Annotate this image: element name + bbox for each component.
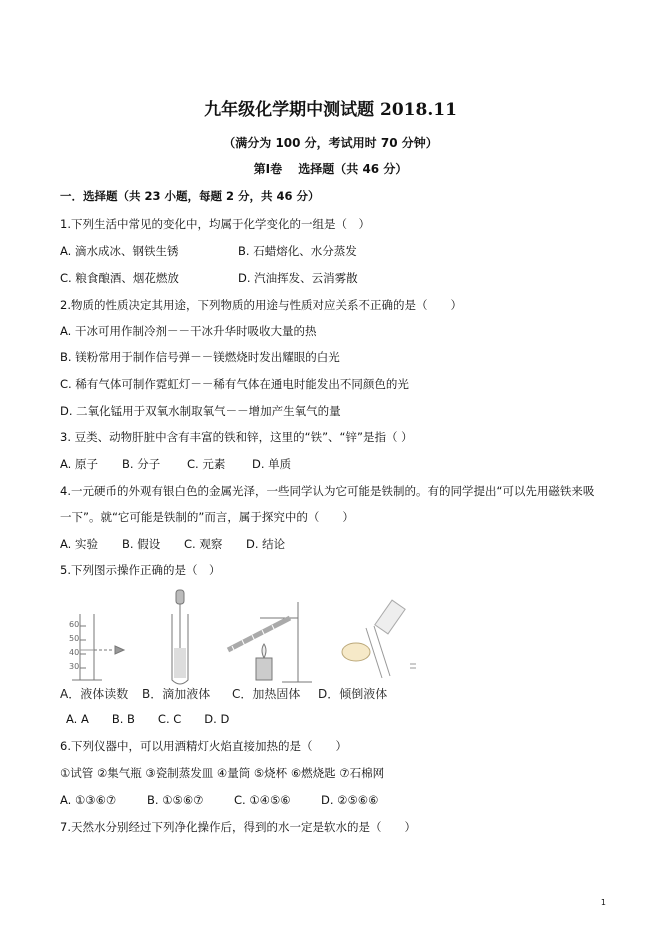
question-4-option-c: C. 观察 xyxy=(184,537,223,551)
figure-caption-b: B．滴加液体 xyxy=(142,687,211,701)
figure-caption-c: C．加热固体 xyxy=(232,687,301,701)
question-3-option-a: A. 原子 xyxy=(60,457,98,471)
figure-caption-a: A．液体读数 xyxy=(60,687,129,701)
question-6-stem: 6.下列仪器中，可以用酒精灯火焰直接加热的是（ ） xyxy=(60,739,347,753)
question-3-option-b: B. 分子 xyxy=(122,457,161,471)
graduated-cylinder-illustration xyxy=(72,614,124,680)
question-1-option-b: B. 石蜡熔化、水分蒸发 xyxy=(238,244,357,258)
page-number: 1 xyxy=(600,898,606,907)
question-2-option-a: A. 干冰可用作制冷剂－－干冰升华时吸收大量的热 xyxy=(60,324,317,338)
scale-label-40: 40 xyxy=(69,648,80,657)
heating-apparatus-illustration xyxy=(228,602,312,682)
question-6-option-d: D. ②⑤⑥⑥ xyxy=(321,793,379,807)
exam-title: 九年级化学期中测试题 2018.11 xyxy=(204,100,457,120)
question-2-option-b: B. 镁粉常用于制作信号弹－－镁燃烧时发出耀眼的白光 xyxy=(60,350,340,364)
question-5-stem: 5.下列图示操作正确的是（ ） xyxy=(60,563,221,577)
question-4-option-a: A. 实验 xyxy=(60,537,98,551)
exam-subtitle: （满分为 100 分，考试用时 70 分钟） xyxy=(223,136,438,150)
scale-label-30: 30 xyxy=(69,662,80,671)
question-3-option-c: C. 元素 xyxy=(187,457,226,471)
question-3-option-d: D. 单质 xyxy=(252,457,292,471)
question-4-option-b: B. 假设 xyxy=(122,537,161,551)
section-heading: 一．选择题（共 23 小题，每题 2 分，共 46 分） xyxy=(60,189,320,203)
question-4-stem-line1: 4.一元硬币的外观有银白色的金属光泽，一些同学认为它可能是铁制的。有的同学提出“可以先用磁铁来吸 xyxy=(60,484,595,498)
question-2-option-d: D. 二氧化锰用于双氧水制取氧气－－增加产生氧气的量 xyxy=(60,404,341,418)
question-1-option-d: D. 汽油挥发、云消雾散 xyxy=(238,271,358,285)
scale-label-50: 50 xyxy=(69,634,80,643)
question-6-option-a: A. ①③⑥⑦ xyxy=(60,793,117,807)
question-4-stem-line2: 一下”。就“它可能是铁制的”而言，属于探究中的（ ） xyxy=(60,510,354,524)
question-5-options: A. A B. B C. C D. D xyxy=(66,712,230,726)
question-6-items: ①试管 ②集气瓶 ③瓷制蒸发皿 ④量筒 ⑤烧杯 ⑥燃烧匙 ⑦石棉网 xyxy=(60,766,385,780)
question-1-stem: 1.下列生活中常见的变化中，均属于化学变化的一组是（ ） xyxy=(60,217,370,231)
part-heading: 第Ⅰ卷 选择题（共 46 分） xyxy=(253,162,408,176)
question-3-stem: 3. 豆类、动物肝脏中含有丰富的铁和锌，这里的“铁”、“锌”是指（ ） xyxy=(60,430,413,444)
scale-label-60: 60 xyxy=(69,620,80,629)
pouring-liquid-illustration xyxy=(342,600,416,678)
question-6-option-b: B. ①⑤⑥⑦ xyxy=(147,793,204,807)
question-6-option-c: C. ①④⑤⑥ xyxy=(234,793,291,807)
question-7-stem: 7.天然水分别经过下列净化操作后，得到的水一定是软水的是（ ） xyxy=(60,820,416,834)
lab-operations-figure xyxy=(60,588,420,698)
question-1-option-a: A. 滴水成冰、钢铁生锈 xyxy=(60,244,179,258)
figure-caption-d: D．倾倒液体 xyxy=(318,687,388,701)
dropper-illustration xyxy=(172,590,188,684)
question-4-option-d: D. 结论 xyxy=(246,537,286,551)
question-2-stem: 2.物质的性质决定其用途，下列物质的用途与性质对应关系不正确的是（ ） xyxy=(60,298,462,312)
question-1-option-c: C. 粮食酿酒、烟花燃放 xyxy=(60,271,179,285)
question-2-option-c: C. 稀有气体可制作霓虹灯－－稀有气体在通电时能发出不同颜色的光 xyxy=(60,377,409,391)
